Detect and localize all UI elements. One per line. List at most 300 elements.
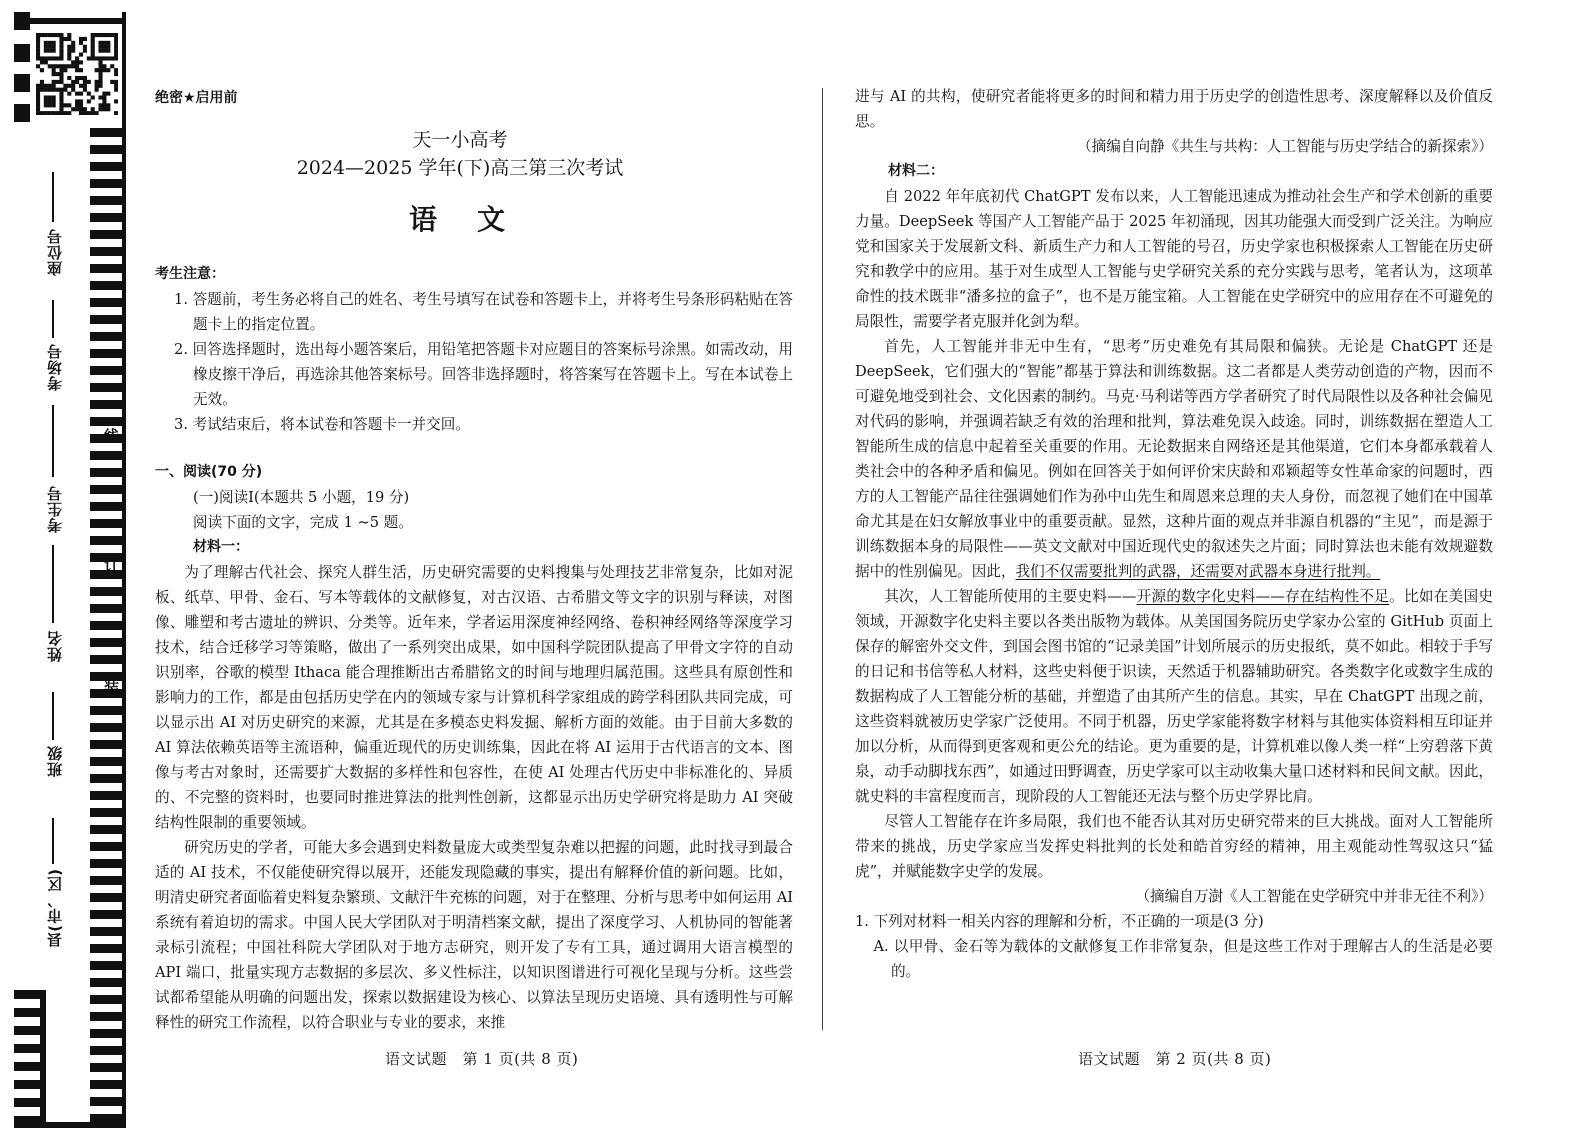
candidate-number-line[interactable] bbox=[52, 405, 54, 477]
qr-module bbox=[98, 95, 102, 99]
qr-module bbox=[56, 72, 60, 76]
qr-module bbox=[56, 111, 60, 115]
qr-module bbox=[95, 33, 99, 37]
binding-bar bbox=[14, 1008, 40, 1017]
binding-bar bbox=[14, 1062, 40, 1071]
qr-module bbox=[67, 45, 71, 49]
binding-bar bbox=[90, 502, 122, 511]
qr-module bbox=[71, 88, 75, 92]
qr-module bbox=[59, 76, 63, 80]
qr-module bbox=[36, 107, 40, 111]
qr-module bbox=[36, 37, 40, 41]
binding-bar bbox=[90, 842, 122, 851]
binding-bar bbox=[90, 332, 122, 341]
binding-bar bbox=[90, 757, 122, 766]
qr-module bbox=[91, 107, 95, 111]
qr-module bbox=[44, 41, 48, 45]
room-number-line[interactable] bbox=[52, 300, 54, 338]
qr-module bbox=[98, 103, 102, 107]
qr-module bbox=[98, 41, 102, 45]
qr-module bbox=[95, 111, 99, 115]
underlined-text: 我们不仅需要批判的武器，还需要对武器本身进行批判。 bbox=[1015, 563, 1381, 580]
qr-module bbox=[67, 84, 71, 88]
qr-module bbox=[67, 76, 71, 80]
qr-module bbox=[48, 49, 52, 53]
qr-module bbox=[59, 92, 63, 96]
qr-module bbox=[71, 49, 75, 53]
qr-module bbox=[95, 68, 99, 72]
page-footer-2: 语文试题 第 2 页(共 8 页) bbox=[1078, 1050, 1272, 1068]
qr-module bbox=[75, 64, 79, 68]
binding-bar bbox=[90, 468, 122, 477]
binding-bar bbox=[90, 604, 122, 613]
binding-bar bbox=[90, 349, 122, 358]
qr-module bbox=[52, 68, 56, 72]
cut-mark-xian: 线 bbox=[102, 428, 120, 443]
qr-module bbox=[114, 68, 118, 72]
qr-module bbox=[106, 56, 110, 60]
qr-module bbox=[83, 49, 87, 53]
qr-module bbox=[71, 107, 75, 111]
qr-module bbox=[75, 60, 79, 64]
county-line[interactable] bbox=[52, 818, 54, 864]
part-title: (一)阅读Ⅰ(本题共 5 小题，19 分) bbox=[193, 489, 410, 506]
binding-bar bbox=[90, 1046, 122, 1055]
binding-bar bbox=[90, 621, 122, 630]
binding-bar bbox=[90, 876, 122, 885]
binding-bar bbox=[90, 264, 122, 273]
binding-bar bbox=[90, 366, 122, 375]
qr-module bbox=[83, 80, 87, 84]
qr-module bbox=[48, 99, 52, 103]
qr-module bbox=[71, 64, 75, 68]
binding-bar bbox=[90, 128, 122, 137]
qr-module bbox=[48, 41, 52, 45]
qr-module bbox=[98, 76, 102, 80]
qr-module bbox=[95, 84, 99, 88]
class-line[interactable] bbox=[52, 692, 54, 740]
qr-module bbox=[71, 45, 75, 49]
qr-module bbox=[36, 56, 40, 60]
binding-bar bbox=[90, 247, 122, 256]
binding-bar bbox=[90, 825, 122, 834]
qr-module bbox=[67, 56, 71, 60]
seat-number-line[interactable] bbox=[52, 172, 54, 222]
binding-bar bbox=[90, 1097, 122, 1106]
qr-module bbox=[59, 41, 63, 45]
qr-module bbox=[56, 88, 60, 92]
qr-code bbox=[36, 33, 118, 115]
qr-module bbox=[75, 103, 79, 107]
qr-module bbox=[102, 99, 106, 103]
qr-module bbox=[91, 95, 95, 99]
qr-module bbox=[98, 64, 102, 68]
material2-paragraph: 尽管人工智能存在许多局限，我们也不能否认其对历史研究带来的巨大挑战。面对人工智能所带来的挑战，历史学家应当发挥史料批判的长处和皓首穷经的精神，用主观能动性驾驭这只“猛虎”，并赋能数字史学的发展。 bbox=[855, 813, 1493, 880]
qr-module bbox=[52, 95, 56, 99]
qr-module bbox=[79, 107, 83, 111]
qr-module bbox=[87, 80, 91, 84]
qr-module bbox=[36, 64, 40, 68]
qr-module bbox=[110, 80, 114, 84]
binding-bar bbox=[90, 587, 122, 596]
binding-bar bbox=[90, 145, 122, 154]
qr-module bbox=[40, 88, 44, 92]
binding-bar bbox=[14, 990, 40, 999]
qr-module bbox=[98, 49, 102, 53]
secrecy-mark: 绝密★启用前 bbox=[155, 90, 238, 106]
qr-module bbox=[79, 99, 83, 103]
binding-bar bbox=[90, 383, 122, 392]
binding-bar bbox=[90, 655, 122, 664]
qr-module bbox=[40, 60, 44, 64]
qr-module bbox=[71, 60, 75, 64]
qr-module bbox=[44, 49, 48, 53]
paragraph-text: 首先，人工智能并非无中生有，“思考”历史难免有其局限和偏狭。无论是 ChatGPT 还是 DeepSeek，它们强大的“智能”都基于算法和训练数据。这二者都是人类劳动创造的产物，因而不可避免地受到社会、文化因素的制约。马克·马利诺等西方学者研究了时代局限性以及各种社会偏见对代码的影响，并强调若缺乏有效的治理和批判，算法难免误入歧途。同时，训练数据在塑造人工智能所生成的信息中起着至关重要的作用。无论数据来自网络还是其他渠道，它们本身都承载着人类社会中的各种矛盾和偏见。例如在回答关于如何评价宋庆龄和邓颖超等女性革命家的问题时，西方的人工智能产品往往强调她们作为孙中山先生和周恩来总理的夫人身份，而忽视了她们在中国革命尤其是在妇女解放事业中的重要贡献。显然，这种片面的观点并非源自机器的“主见”，而是源于训练数据本身的局限性——英文文献对中国近现代史的叙述失之片面；同时算法也未能有效规避数据中的性别偏见。因此， bbox=[855, 338, 1493, 580]
qr-module bbox=[102, 64, 106, 68]
qr-module bbox=[114, 49, 118, 53]
qr-module bbox=[36, 103, 40, 107]
source-citation: （摘编自向静《共生与共构：人工智能与历史学结合的新探索》） bbox=[1077, 138, 1493, 155]
qr-module bbox=[67, 49, 71, 53]
qr-module bbox=[91, 33, 95, 37]
qr-module bbox=[110, 64, 114, 68]
qr-module bbox=[83, 107, 87, 111]
qr-module bbox=[106, 49, 110, 53]
name-label: 姓名 bbox=[46, 630, 64, 662]
qr-module bbox=[79, 92, 83, 96]
qr-module bbox=[44, 56, 48, 60]
binding-bar bbox=[90, 638, 122, 647]
qr-module bbox=[56, 64, 60, 68]
qr-module bbox=[102, 95, 106, 99]
binding-bar bbox=[90, 978, 122, 987]
qr-module bbox=[59, 49, 63, 53]
qr-module bbox=[98, 60, 102, 64]
qr-module bbox=[114, 111, 118, 115]
instruction: 阅读下面的文字，完成 1 ~5 题。 bbox=[193, 514, 413, 531]
qr-module bbox=[75, 56, 79, 60]
qr-module bbox=[56, 33, 60, 37]
qr-module bbox=[52, 84, 56, 88]
qr-module bbox=[48, 95, 52, 99]
notice-item: 2. 回答选择题时，选出每小题答案后，用铅笔把答题卡对应题目的答案标号涂黑。如需改动，用橡皮擦干净后，再选涂其他答案标号。回答非选择题时，将答案写在答题卡上。写在本试卷上无效。 bbox=[174, 341, 793, 408]
qr-module bbox=[75, 76, 79, 80]
qr-module bbox=[36, 99, 40, 103]
binding-bar bbox=[90, 400, 122, 409]
qr-module bbox=[114, 33, 118, 37]
qr-module bbox=[52, 56, 56, 60]
qr-module bbox=[48, 88, 52, 92]
qr-module bbox=[59, 95, 63, 99]
qr-module bbox=[63, 84, 67, 88]
binding-bar bbox=[90, 774, 122, 783]
binding-bar bbox=[90, 230, 122, 239]
binding-bar bbox=[90, 162, 122, 171]
qr-module bbox=[79, 37, 83, 41]
qr-module bbox=[59, 103, 63, 107]
qr-module bbox=[95, 56, 99, 60]
binding-bar bbox=[14, 44, 30, 62]
binding-bar bbox=[14, 1098, 40, 1107]
qr-module bbox=[67, 64, 71, 68]
binding-bar bbox=[90, 485, 122, 494]
qr-module bbox=[67, 33, 71, 37]
binding-bar bbox=[14, 74, 30, 92]
qr-module bbox=[106, 92, 110, 96]
binding-strip bbox=[0, 0, 140, 1138]
binding-bar bbox=[90, 910, 122, 919]
binding-bar bbox=[90, 1012, 122, 1021]
qr-module bbox=[75, 80, 79, 84]
binding-bar bbox=[90, 893, 122, 902]
qr-module bbox=[114, 88, 118, 92]
qr-module bbox=[114, 45, 118, 49]
qr-module bbox=[52, 88, 56, 92]
qr-module bbox=[91, 53, 95, 57]
material1-continuation: 进与 AI 的共构，使研究者能将更多的时间和精力用于历史学的创造性思考、深度解释以及价值反思。 bbox=[855, 88, 1493, 130]
qr-module bbox=[91, 56, 95, 60]
qr-module bbox=[44, 99, 48, 103]
county-label: 县(市、区) bbox=[46, 868, 64, 948]
binding-bar bbox=[90, 451, 122, 460]
cut-mark-ding: 订 bbox=[102, 558, 120, 573]
qr-module bbox=[52, 80, 56, 84]
qr-module bbox=[75, 68, 79, 72]
right-text bbox=[855, 84, 1493, 984]
qr-module bbox=[71, 41, 75, 45]
candidate-number-label: 考生号 bbox=[46, 485, 64, 533]
binding-bar bbox=[90, 519, 122, 528]
qr-module bbox=[63, 68, 67, 72]
qr-module bbox=[83, 45, 87, 49]
qr-module bbox=[102, 103, 106, 107]
qr-module bbox=[44, 95, 48, 99]
material1-paragraph: 研究历史的学者，可能大多会遇到史料数量庞大或类型复杂难以把握的问题，此时找寻到最合适的 AI 技术，不仅能使研究得以展开，还能发现隐藏的事实，提出有解释价值的新问题。比如，明清史研究者面临着史料复杂繁琐、文献汗牛充栋的问题，对于在整理、分析与思考中如何运用 AI 系统有着迫切的需求。中国人民大学团队对于明清档案文献，提出了深度学习、人机协同的智能著录标引流程；中国社科院大学团队对于地方志研究，则开发了专有工具，通过调用大语言模型的 API 端口，批量实现方志数据的多层次、多义性标注，以知识图谱进行可视化呈现与分析。这些尝试都希望能从明确的问题出发，探索以数据建设为核心、以算法呈现历史语境、具有透明性与可解释性的研究工作流程，以符合职业与专业的要求，来推 bbox=[155, 839, 793, 1031]
qr-module bbox=[75, 92, 79, 96]
qr-module bbox=[106, 45, 110, 49]
qr-module bbox=[59, 68, 63, 72]
paragraph-text: 其次，人工智能所使用的主要史料—— bbox=[884, 588, 1137, 605]
binding-bar bbox=[90, 1080, 122, 1089]
qr-module bbox=[44, 45, 48, 49]
binding-bar bbox=[14, 104, 30, 122]
reading-section bbox=[155, 460, 793, 1035]
question-1: 1. 下列对材料一相关内容的理解和分析，不正确的一项是(3 分) bbox=[855, 913, 1264, 930]
binding-bar bbox=[90, 1063, 122, 1072]
source-citation: （摘编自万澍《人工智能在史学研究中并非无往不利》） bbox=[1135, 888, 1493, 905]
qr-module bbox=[48, 84, 52, 88]
notice-title: 考生注意： bbox=[155, 266, 225, 282]
qr-module bbox=[98, 107, 102, 111]
seat-number-label: 座位号 bbox=[46, 228, 64, 276]
subject-title: 语 文 bbox=[408, 203, 511, 236]
qr-module bbox=[44, 111, 48, 115]
qr-module bbox=[106, 103, 110, 107]
qr-module bbox=[36, 92, 40, 96]
qr-module bbox=[98, 68, 102, 72]
qr-module bbox=[56, 56, 60, 60]
qr-module bbox=[75, 107, 79, 111]
qr-module bbox=[87, 56, 91, 60]
qr-module bbox=[40, 111, 44, 115]
qr-module bbox=[102, 68, 106, 72]
underlined-text: 开源的数字化史料——存在结构性不足 bbox=[1136, 588, 1390, 605]
qr-module bbox=[87, 92, 91, 96]
qr-module bbox=[79, 84, 83, 88]
qr-module bbox=[48, 56, 52, 60]
qr-module bbox=[114, 99, 118, 103]
qr-module bbox=[79, 53, 83, 57]
binding-bar bbox=[90, 1029, 122, 1038]
binding-bar bbox=[90, 213, 122, 222]
qr-module bbox=[83, 76, 87, 80]
binding-bar bbox=[14, 1122, 126, 1128]
qr-module bbox=[79, 111, 83, 115]
binding-bar bbox=[90, 859, 122, 868]
qr-module bbox=[114, 53, 118, 57]
qr-module bbox=[59, 33, 63, 37]
qr-module bbox=[79, 41, 83, 45]
qr-module bbox=[71, 84, 75, 88]
qr-module bbox=[40, 68, 44, 72]
binding-bar bbox=[14, 1080, 40, 1089]
qr-module bbox=[40, 84, 44, 88]
qr-module bbox=[67, 92, 71, 96]
binding-bar bbox=[90, 706, 122, 715]
qr-module bbox=[59, 111, 63, 115]
qr-module bbox=[36, 33, 40, 37]
binding-bar bbox=[90, 961, 122, 970]
material2-paragraph bbox=[855, 584, 1493, 809]
qr-module bbox=[106, 68, 110, 72]
binding-bar bbox=[90, 944, 122, 953]
qr-module bbox=[48, 45, 52, 49]
binding-bar bbox=[14, 1026, 40, 1035]
qr-module bbox=[52, 49, 56, 53]
qr-module bbox=[59, 107, 63, 111]
qr-module bbox=[56, 80, 60, 84]
qr-module bbox=[52, 41, 56, 45]
qr-module bbox=[36, 88, 40, 92]
qr-module bbox=[83, 88, 87, 92]
qr-module bbox=[110, 33, 114, 37]
qr-module bbox=[98, 72, 102, 76]
qr-module bbox=[63, 103, 67, 107]
qr-module bbox=[63, 37, 67, 41]
column-divider bbox=[822, 88, 823, 1030]
room-number-label: 考场号 bbox=[46, 343, 64, 391]
qr-module bbox=[91, 49, 95, 53]
qr-module bbox=[79, 60, 83, 64]
qr-module bbox=[106, 107, 110, 111]
qr-module bbox=[114, 56, 118, 60]
qr-module bbox=[63, 111, 67, 115]
binding-bar bbox=[14, 1044, 40, 1053]
qr-module bbox=[75, 99, 79, 103]
binding-bar bbox=[90, 281, 122, 290]
binding-bar bbox=[122, 12, 126, 1127]
qr-module bbox=[91, 45, 95, 49]
qr-module bbox=[98, 45, 102, 49]
qr-module bbox=[102, 33, 106, 37]
qr-module bbox=[36, 41, 40, 45]
notice-item: 3. 考试结束后，将本试卷和答题卡一并交回。 bbox=[174, 416, 470, 433]
qr-module bbox=[48, 64, 52, 68]
qr-module bbox=[98, 56, 102, 60]
qr-module bbox=[36, 53, 40, 57]
qr-module bbox=[110, 56, 114, 60]
qr-module bbox=[71, 80, 75, 84]
qr-module bbox=[52, 103, 56, 107]
qr-module bbox=[48, 33, 52, 37]
binding-bar bbox=[90, 298, 122, 307]
qr-module bbox=[44, 84, 48, 88]
qr-module bbox=[95, 88, 99, 92]
qr-module bbox=[79, 103, 83, 107]
qr-module bbox=[67, 37, 71, 41]
qr-module bbox=[44, 103, 48, 107]
qr-module bbox=[91, 37, 95, 41]
name-line[interactable] bbox=[52, 545, 54, 623]
qr-module bbox=[83, 111, 87, 115]
qr-module bbox=[44, 60, 48, 64]
binding-bar bbox=[90, 791, 122, 800]
qr-module bbox=[59, 99, 63, 103]
qr-module bbox=[114, 84, 118, 88]
qr-module bbox=[95, 80, 99, 84]
qr-module bbox=[52, 64, 56, 68]
qr-module bbox=[114, 72, 118, 76]
binding-bar bbox=[90, 536, 122, 545]
class-label: 班级 bbox=[46, 745, 64, 777]
qr-module bbox=[48, 103, 52, 107]
cut-mark-zhuang: 装 bbox=[102, 680, 120, 695]
material1-title: 材料一： bbox=[193, 539, 249, 555]
page-footer-1: 语文试题 第 1 页(共 8 页) bbox=[385, 1050, 579, 1068]
notice-item: 1. 答题前，考生务必将自己的姓名、考生号填写在试卷和答题卡上，并将考生号条形码粘贴在答题卡上的指定位置。 bbox=[174, 291, 793, 333]
qr-module bbox=[52, 33, 56, 37]
material2-paragraph bbox=[855, 334, 1493, 584]
qr-module bbox=[91, 41, 95, 45]
qr-module bbox=[87, 111, 91, 115]
binding-bar bbox=[90, 179, 122, 188]
qr-module bbox=[102, 92, 106, 96]
binding-bar bbox=[90, 196, 122, 205]
qr-module bbox=[102, 41, 106, 45]
qr-module bbox=[40, 33, 44, 37]
qr-module bbox=[52, 72, 56, 76]
qr-module bbox=[106, 41, 110, 45]
qr-module bbox=[48, 111, 52, 115]
qr-module bbox=[63, 88, 67, 92]
qr-module bbox=[52, 45, 56, 49]
qr-module bbox=[102, 56, 106, 60]
qr-module bbox=[87, 99, 91, 103]
qr-module bbox=[36, 84, 40, 88]
qr-module bbox=[59, 72, 63, 76]
qr-module bbox=[36, 45, 40, 49]
qr-module bbox=[102, 49, 106, 53]
binding-bar bbox=[90, 315, 122, 324]
qr-module bbox=[98, 84, 102, 88]
paragraph-text: 。比如在美国史领域，开源数字化史料主要以各类出版物为载体。从美国国务院历史学家办公室的 GitHub 页面上保存的解密外交文件，到国会图书馆的“记录美国”计划所展示的历史报纸，莫不如此。相较于手写的日记和书信等私人材料，这些史料便于识读，天然适于机器辅助研究。各类数字化或数字生成的数据构成了人工智能分析的基础，并塑造了由其所产生的信息。其实，早在 ChatGPT 出现之前，这些资料就被历史学家广泛使用。不同于机器，历史学家能将数字材料与其他实体资料相互印证并加以分析，从而得到更客观和更公允的结论。更为重要的是，计算机难以像人类一样“上穷碧落下黄泉，动手动脚找东西”，如通过田野调查，历史学家可以主动收集大量口述材料和民间文献。因此，就史料的丰富程度而言，现阶段的人工智能还无法与整个历史学界比肩。 bbox=[855, 588, 1493, 805]
qr-module bbox=[36, 49, 40, 53]
qr-module bbox=[98, 80, 102, 84]
qr-module bbox=[59, 45, 63, 49]
material2-paragraph: 自 2022 年年底初代 ChatGPT 发布以来，人工智能迅速成为推动社会生产和学术创新的重要力量。DeepSeek 等国产人工智能产品于 2025 年初涌现，因其功能强大而受到广泛关注。为响应党和国家关于发展新文科、新质生产力和人工智能的号召，历史学家也积极探索人工智能在历史研究和教学中的应用。基于对生成型人工智能与史学研究关系的充分实践与思考，笔者认为，这项革命性的技术既非“潘多拉的盒子”，也不是万能宝箱。人工智能在史学研究中的应用存在不可避免的局限性，需要学者克服并化剑为犁。 bbox=[855, 188, 1493, 330]
qr-module bbox=[102, 45, 106, 49]
qr-module bbox=[67, 111, 71, 115]
